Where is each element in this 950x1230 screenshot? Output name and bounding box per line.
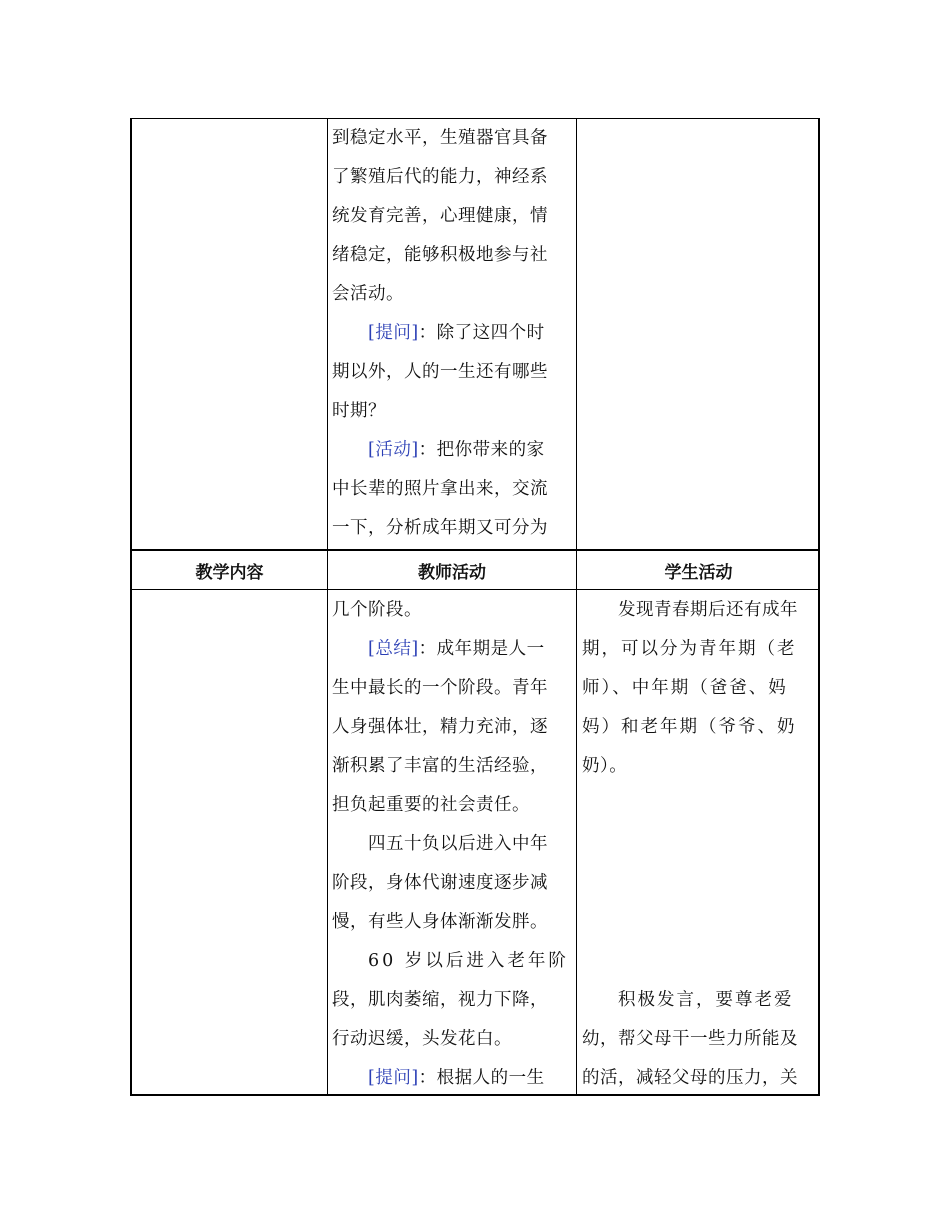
header-bottom-border [132,589,818,590]
text-line: 发现青春期后还有成年 [618,600,798,620]
text-line: 期以外，人的一生还有哪些 [332,362,548,382]
text-line: 积极发言，要尊老爱 [618,990,794,1010]
text-line: 60 岁以后进入老年阶 [368,951,569,971]
summary-paragraph [332,630,572,669]
text-line: 了繁殖后代的能力，神经系 [332,167,548,187]
activity-paragraph [332,431,572,470]
text-line: 慢，有些人身体渐渐发胖。 [332,912,548,932]
text-line: 妈）和老年期（爷爷、奶 [582,717,797,737]
text-line: 统发育完善，心理健康，情 [332,206,548,226]
text-line: 中长辈的照片拿出来，交流 [332,479,548,499]
question-tag: [提问] [368,1068,419,1088]
spacer [582,786,818,981]
text-line: 的活，减轻父母的压力，关 [582,1068,798,1088]
question-tag: [提问] [368,323,419,343]
text-line: 几个阶段。 [332,600,422,620]
text-line: 师）、中年期（爸爸、妈 [582,678,788,698]
text-line: ：除了这四个时 [418,323,545,343]
text-line: ：把你带来的家 [418,440,545,460]
text-line: 时期？ [332,401,386,421]
text-line: 期，可以分为青年期（老 [582,639,797,659]
question-paragraph [332,1059,572,1098]
text-line: 人身强体壮，精力充沛，逐 [332,717,548,737]
header-student: 学生活动 [664,562,733,583]
text-line: 渐积累了丰富的生活经验， [332,756,548,776]
activity-tag: [活动] [368,440,419,460]
text-line: 奶）。 [582,756,628,776]
bottom-teacher-cell [332,591,572,1098]
top-teacher-cell [332,119,572,548]
text-line: 绪稳定，能够积极地参与社 [332,245,548,265]
column-divider [576,119,577,1094]
text-line: 会活动。 [332,284,404,304]
text-line: 生中最长的一个阶段。青年 [332,678,548,698]
text-line: ：根据人的一生 [418,1068,545,1088]
text-line: 段，肌肉萎缩，视力下降， [332,990,548,1010]
text-line: 阶段，身体代谢速度逐步减 [332,873,548,893]
summary-tag: [总结] [368,639,419,659]
bottom-student-cell [582,591,818,1098]
text-line: 到稳定水平，生殖器官具备 [332,128,548,148]
lesson-table [130,118,820,1096]
text-line: 四五十负以后进入中年 [368,834,548,854]
header-teacher: 教师活动 [418,562,486,583]
text-line: 一下，分析成年期又可分为 [332,518,548,538]
question-paragraph [332,314,572,353]
text-line: 担负起重要的社会责任。 [332,795,530,815]
column-divider [327,119,328,1094]
text-line: 行动迟缓，头发花白。 [332,1029,512,1049]
text-line: ：成年期是人一 [418,639,545,659]
text-line: 幼，帮父母干一些力所能及 [582,1029,798,1049]
header-content: 教学内容 [195,562,264,583]
